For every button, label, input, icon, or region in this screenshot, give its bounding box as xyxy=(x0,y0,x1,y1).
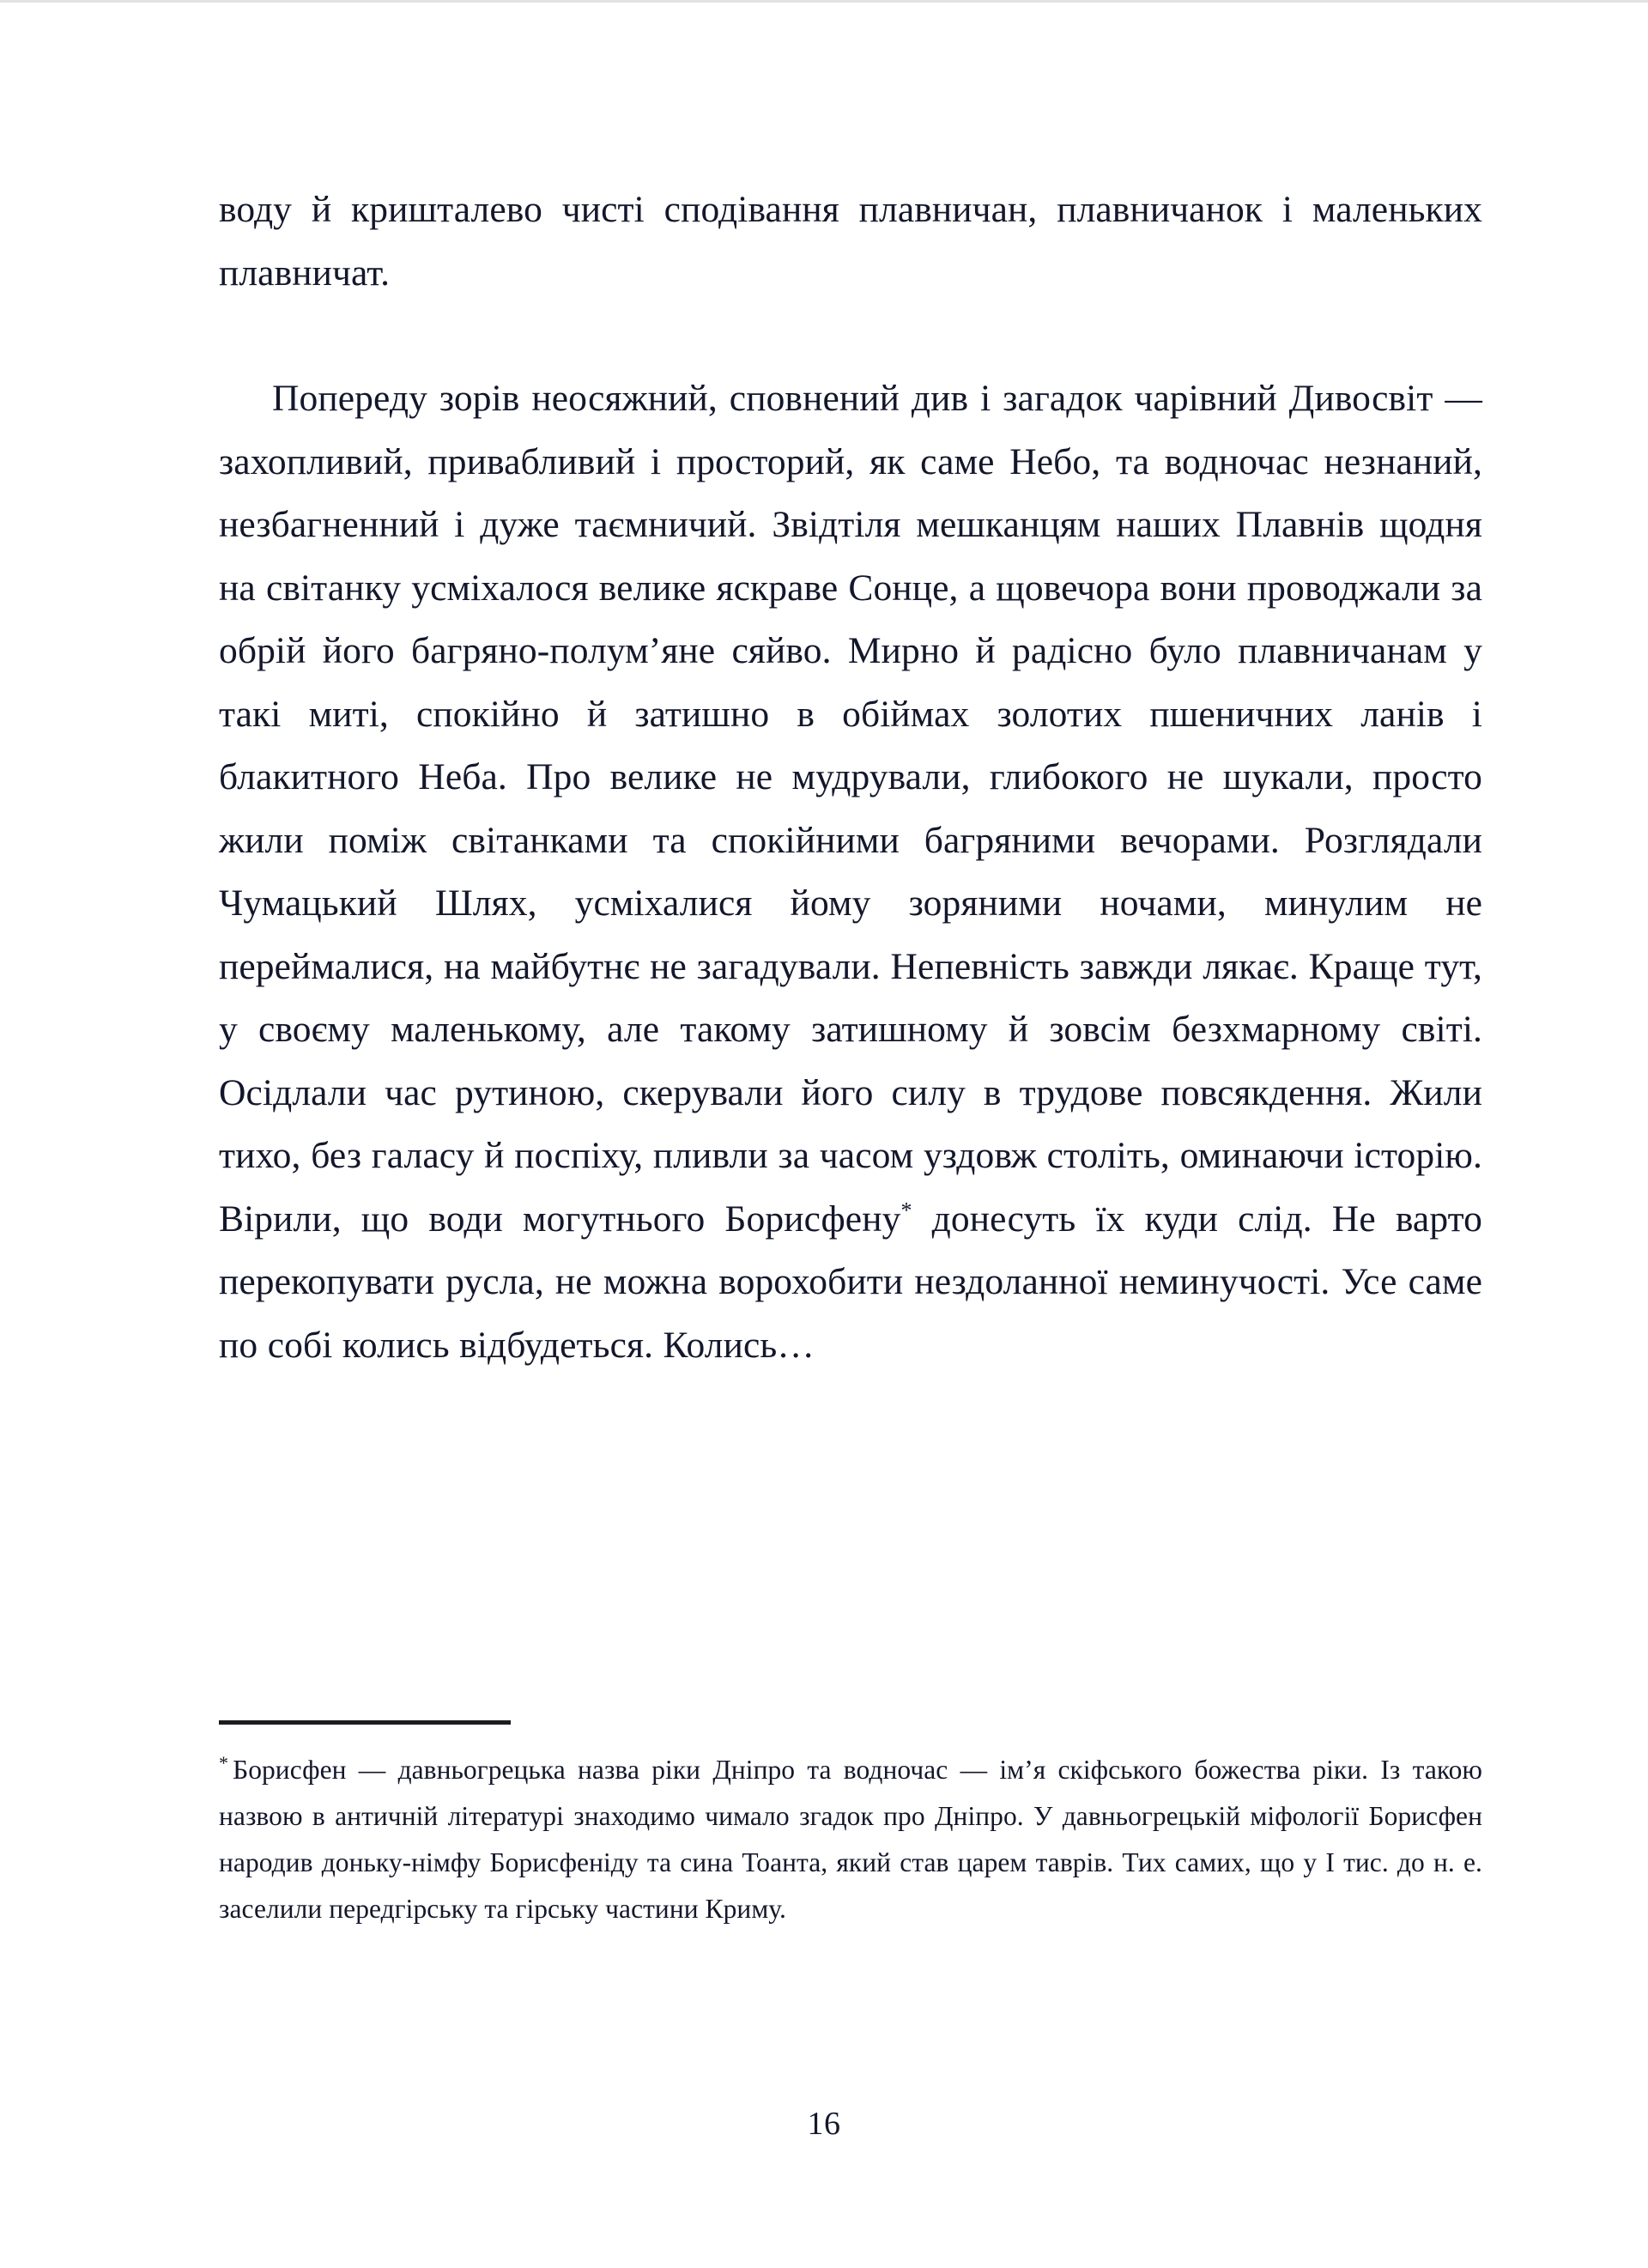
paragraph-continued: воду й кришталево чисті сподівання плавничан, плавничанок і маленьких плавничат. xyxy=(219,189,1482,294)
paragraph-main-text-before-footnote: Попереду зорів неосяжний, сповнений див і загадок чарівний Дивосвіт — захопливий, привабливий і просторий, як саме Небо, та водночас незнаний, незбагненний і дуже таємничий. Звідтіля мешканцям наших Плавнів щодня на світанку усміхалося велике яскраве Сонце, а щовечора вони проводжали за обрій його багряно-полум’яне сяйво. Мирно й радісно було плавничанам у такі миті, спокійно й затишно в обіймах золотих пшеничних ланів і блакитного Неба. Про велике не мудрували, глибокого не шукали, просто жили поміж світанками та спокійними багряними вечорами. Розглядали Чумацький Шлях, усміхалися йому зоряними ночами, минулим не переймалися, на майбутнє не загадували. Непевність завжди лякає. Краще тут, у своєму маленькому, але такому затишному й зовсім безхмарному світі. Осідлали час рутиною, скерували його силу в трудове повсякдення. Жили тихо, без галасу й поспіху, пливли за часом уздовж століть, оминаючи історію. Вірили, що води могутнього Борисфену xyxy=(219,378,1482,1240)
footnote-body: Борисфен — давньогрецька назва ріки Дніпро та водночас — ім’я скіфського божества ріки. Із такою назвою в античній літературі знаходимо чимало згадок про Дніпро. У давньогрецькій міфології Борисфен народив доньку-німфу Борисфеніду та сина Тоанта, який став царем таврів. Тих самих, що у I тис. до н. е. заселили передгірську та гірську частини Криму. xyxy=(219,1755,1482,1924)
footnote-block xyxy=(219,1720,1482,1932)
footnote-separator-rule xyxy=(219,1720,511,1725)
footnote-reference-marker[interactable]: * xyxy=(900,1198,912,1222)
body-text-block xyxy=(219,0,1482,1377)
paragraph-main-text-after-footnote: донесуть їх куди слід. Не варто перекопувати русла, не можна ворохобити нездоланної неминучості. Усе саме по собі колись відбудеться. Колись… xyxy=(219,1198,1482,1366)
footnote-text xyxy=(219,1747,1482,1932)
page-content-column xyxy=(219,0,1482,1377)
footnote-marker: * xyxy=(219,1751,229,1774)
paragraph-main xyxy=(219,367,1482,1377)
page-number: 16 xyxy=(807,2106,841,2142)
